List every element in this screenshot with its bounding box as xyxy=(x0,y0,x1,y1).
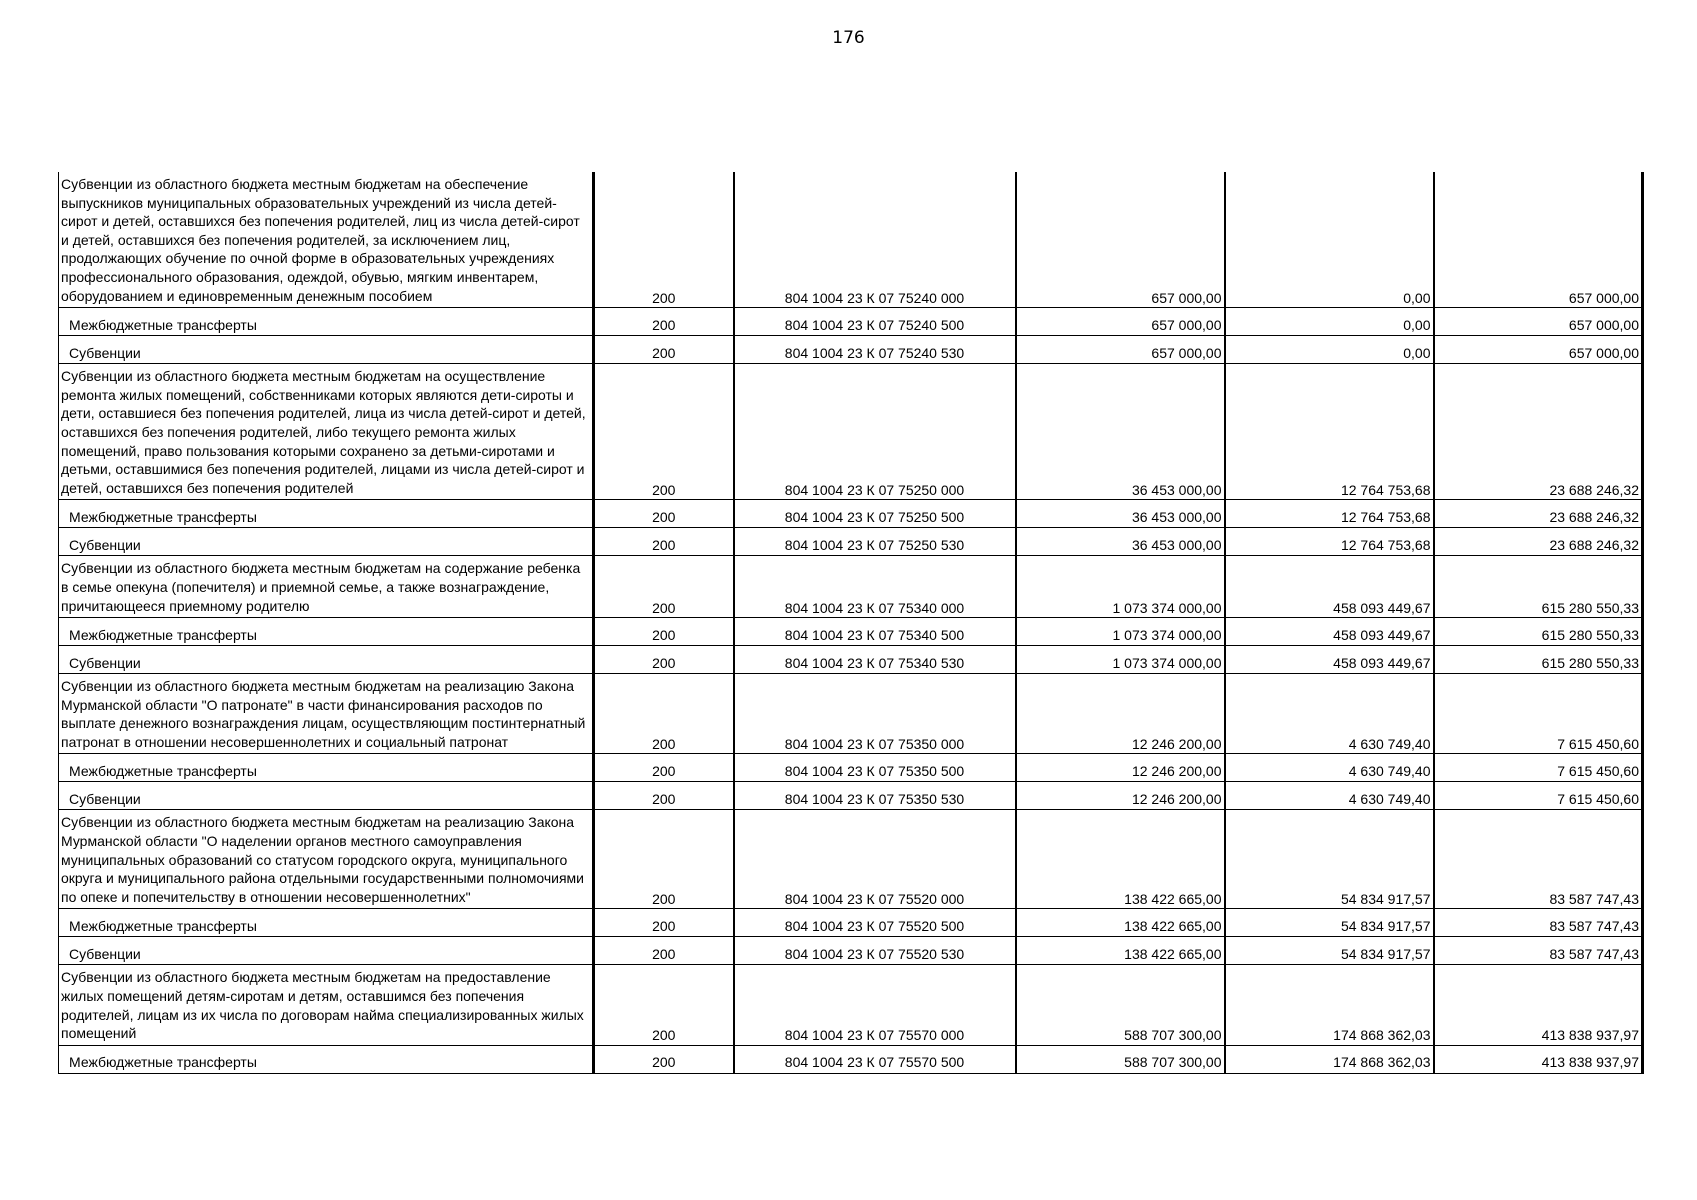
row-csr-cell: 804 1004 23 К 07 75520 530 xyxy=(734,937,1016,965)
row-csr-cell: 804 1004 23 К 07 75240 500 xyxy=(734,308,1016,336)
row-remaining-cell: 83 587 747,43 xyxy=(1434,810,1643,909)
row-remaining-cell: 413 838 937,97 xyxy=(1434,965,1643,1045)
row-csr-cell: 804 1004 23 К 07 75240 000 xyxy=(734,172,1016,308)
row-planned-cell: 12 246 200,00 xyxy=(1016,782,1225,810)
row-code-cell: 200 xyxy=(594,556,734,618)
table-row xyxy=(59,336,1643,364)
row-csr-cell: 804 1004 23 К 07 75520 000 xyxy=(734,810,1016,909)
row-code-cell: 200 xyxy=(594,528,734,556)
row-code-cell: 200 xyxy=(594,674,734,754)
table-row xyxy=(59,172,1643,308)
row-planned-cell: 1 073 374 000,00 xyxy=(1016,646,1225,674)
row-planned-cell: 138 422 665,00 xyxy=(1016,937,1225,965)
row-executed-cell: 0,00 xyxy=(1225,172,1434,308)
row-csr-cell: 804 1004 23 К 07 75570 500 xyxy=(734,1045,1016,1073)
row-remaining-cell: 657 000,00 xyxy=(1434,172,1643,308)
row-remaining-cell: 7 615 450,60 xyxy=(1434,782,1643,810)
table-row xyxy=(59,364,1643,500)
row-planned-cell: 1 073 374 000,00 xyxy=(1016,556,1225,618)
row-name-cell: Межбюджетные трансферты xyxy=(59,909,594,937)
row-csr-cell: 804 1004 23 К 07 75250 530 xyxy=(734,528,1016,556)
table-row xyxy=(59,674,1643,754)
row-planned-cell: 657 000,00 xyxy=(1016,308,1225,336)
row-code-cell: 200 xyxy=(594,336,734,364)
row-executed-cell: 54 834 917,57 xyxy=(1225,810,1434,909)
row-planned-cell: 588 707 300,00 xyxy=(1016,1045,1225,1073)
row-planned-cell: 12 246 200,00 xyxy=(1016,674,1225,754)
row-remaining-cell: 7 615 450,60 xyxy=(1434,754,1643,782)
row-code-cell: 200 xyxy=(594,810,734,909)
table-row xyxy=(59,646,1643,674)
row-csr-cell: 804 1004 23 К 07 75250 000 xyxy=(734,364,1016,500)
row-csr-cell: 804 1004 23 К 07 75250 500 xyxy=(734,500,1016,528)
row-csr-cell: 804 1004 23 К 07 75340 500 xyxy=(734,618,1016,646)
row-csr-cell: 804 1004 23 К 07 75570 000 xyxy=(734,965,1016,1045)
row-remaining-cell: 657 000,00 xyxy=(1434,336,1643,364)
row-code-cell: 200 xyxy=(594,172,734,308)
row-csr-cell: 804 1004 23 К 07 75350 530 xyxy=(734,782,1016,810)
row-planned-cell: 1 073 374 000,00 xyxy=(1016,618,1225,646)
row-remaining-cell: 23 688 246,32 xyxy=(1434,364,1643,500)
row-planned-cell: 138 422 665,00 xyxy=(1016,810,1225,909)
budget-table-body xyxy=(59,172,1643,1073)
row-executed-cell: 54 834 917,57 xyxy=(1225,937,1434,965)
row-name-cell: Межбюджетные трансферты xyxy=(59,618,594,646)
row-planned-cell: 657 000,00 xyxy=(1016,336,1225,364)
row-executed-cell: 174 868 362,03 xyxy=(1225,1045,1434,1073)
row-code-cell: 200 xyxy=(594,1045,734,1073)
row-code-cell: 200 xyxy=(594,646,734,674)
row-planned-cell: 588 707 300,00 xyxy=(1016,965,1225,1045)
row-name-cell: Субвенции xyxy=(59,782,594,810)
table-row xyxy=(59,909,1643,937)
row-name-cell: Субвенции из областного бюджета местным бюджетам на реализацию Закона Мурманской области "О наделении органов местного самоуправления муниципальных образований со статусом городского округа, муниципального округа и муниципального района отдельными государственными полномочиями по опеке и попечительству в отношении несовершеннолетних" xyxy=(59,810,594,909)
table-row xyxy=(59,528,1643,556)
row-name-cell: Субвенции из областного бюджета местным бюджетам на осуществление ремонта жилых помещений, собственниками которых являются дети-сироты и дети, оставшиеся без попечения родителей, лица из числа детей-сирот и детей, оставшихся без попечения родителей, либо текущего ремонта жилых помещений, право пользования которыми сохранено за детьми-сиротами и детьми, оставшимися без попечения родителей, лицами из числа детей-сирот и детей, оставшихся без попечения родителей xyxy=(59,364,594,500)
row-name-cell: Субвенции из областного бюджета местным бюджетам на содержание ребенка в семье опекуна (попечителя) и приемной семье, а также вознаграждение, причитающееся приемному родителю xyxy=(59,556,594,618)
table-row xyxy=(59,618,1643,646)
row-name-cell: Межбюджетные трансферты xyxy=(59,1045,594,1073)
row-name-cell: Межбюджетные трансферты xyxy=(59,308,594,336)
row-code-cell: 200 xyxy=(594,782,734,810)
row-csr-cell: 804 1004 23 К 07 75240 530 xyxy=(734,336,1016,364)
row-executed-cell: 12 764 753,68 xyxy=(1225,364,1434,500)
row-executed-cell: 12 764 753,68 xyxy=(1225,500,1434,528)
row-executed-cell: 54 834 917,57 xyxy=(1225,909,1434,937)
row-name-cell: Межбюджетные трансферты xyxy=(59,754,594,782)
table-row xyxy=(59,810,1643,909)
row-planned-cell: 657 000,00 xyxy=(1016,172,1225,308)
row-name-cell: Субвенции из областного бюджета местным бюджетам на обеспечение выпускников муниципальных образовательных учреждений из числа детей-сирот и детей, оставшихся без попечения родителей, лиц из числа детей-сирот и детей, оставшихся без попечения родителей, за исключением лиц, продолжающих обучение по очной форме в образовательных учреждениях профессионального образования, одеждой, обувью, мягким инвентарем, оборудованием и единовременным денежным пособием xyxy=(59,172,594,308)
row-remaining-cell: 83 587 747,43 xyxy=(1434,937,1643,965)
row-code-cell: 200 xyxy=(594,308,734,336)
row-executed-cell: 458 093 449,67 xyxy=(1225,646,1434,674)
page-number: 176 xyxy=(832,28,865,48)
row-code-cell: 200 xyxy=(594,909,734,937)
row-name-cell: Межбюджетные трансферты xyxy=(59,500,594,528)
row-code-cell: 200 xyxy=(594,364,734,500)
row-csr-cell: 804 1004 23 К 07 75340 530 xyxy=(734,646,1016,674)
row-remaining-cell: 615 280 550,33 xyxy=(1434,646,1643,674)
row-executed-cell: 458 093 449,67 xyxy=(1225,556,1434,618)
row-planned-cell: 36 453 000,00 xyxy=(1016,500,1225,528)
row-remaining-cell: 615 280 550,33 xyxy=(1434,556,1643,618)
row-code-cell: 200 xyxy=(594,937,734,965)
row-name-cell: Субвенции xyxy=(59,646,594,674)
table-row xyxy=(59,1045,1643,1073)
budget-table xyxy=(58,172,1644,1074)
row-executed-cell: 174 868 362,03 xyxy=(1225,965,1434,1045)
row-planned-cell: 138 422 665,00 xyxy=(1016,909,1225,937)
row-executed-cell: 4 630 749,40 xyxy=(1225,674,1434,754)
row-executed-cell: 0,00 xyxy=(1225,308,1434,336)
table-row xyxy=(59,500,1643,528)
row-remaining-cell: 83 587 747,43 xyxy=(1434,909,1643,937)
row-name-cell: Субвенции xyxy=(59,937,594,965)
row-name-cell: Субвенции из областного бюджета местным бюджетам на предоставление жилых помещений детям-сиротам и детям, оставшимся без попечения родителей, лицам из их числа по договорам найма специализированных жилых помещений xyxy=(59,965,594,1045)
row-remaining-cell: 23 688 246,32 xyxy=(1434,500,1643,528)
table-row xyxy=(59,782,1643,810)
row-remaining-cell: 7 615 450,60 xyxy=(1434,674,1643,754)
row-planned-cell: 12 246 200,00 xyxy=(1016,754,1225,782)
row-planned-cell: 36 453 000,00 xyxy=(1016,528,1225,556)
row-remaining-cell: 615 280 550,33 xyxy=(1434,618,1643,646)
row-executed-cell: 12 764 753,68 xyxy=(1225,528,1434,556)
row-csr-cell: 804 1004 23 К 07 75350 000 xyxy=(734,674,1016,754)
row-code-cell: 200 xyxy=(594,500,734,528)
row-remaining-cell: 413 838 937,97 xyxy=(1434,1045,1643,1073)
row-csr-cell: 804 1004 23 К 07 75520 500 xyxy=(734,909,1016,937)
row-remaining-cell: 23 688 246,32 xyxy=(1434,528,1643,556)
row-name-cell: Субвенции xyxy=(59,336,594,364)
row-code-cell: 200 xyxy=(594,754,734,782)
table-row xyxy=(59,754,1643,782)
table-row xyxy=(59,308,1643,336)
row-remaining-cell: 657 000,00 xyxy=(1434,308,1643,336)
row-executed-cell: 458 093 449,67 xyxy=(1225,618,1434,646)
row-name-cell: Субвенции из областного бюджета местным бюджетам на реализацию Закона Мурманской области "О патронате" в части финансирования расходов по выплате денежного вознаграждения лицам, осуществляющим постинтернатный патронат в отношении несовершеннолетних и социальный патронат xyxy=(59,674,594,754)
row-executed-cell: 4 630 749,40 xyxy=(1225,782,1434,810)
table-row xyxy=(59,965,1643,1045)
row-code-cell: 200 xyxy=(594,618,734,646)
row-executed-cell: 0,00 xyxy=(1225,336,1434,364)
table-row xyxy=(59,937,1643,965)
row-executed-cell: 4 630 749,40 xyxy=(1225,754,1434,782)
row-csr-cell: 804 1004 23 К 07 75340 000 xyxy=(734,556,1016,618)
row-csr-cell: 804 1004 23 К 07 75350 500 xyxy=(734,754,1016,782)
table-row xyxy=(59,556,1643,618)
row-name-cell: Субвенции xyxy=(59,528,594,556)
row-planned-cell: 36 453 000,00 xyxy=(1016,364,1225,500)
row-code-cell: 200 xyxy=(594,965,734,1045)
